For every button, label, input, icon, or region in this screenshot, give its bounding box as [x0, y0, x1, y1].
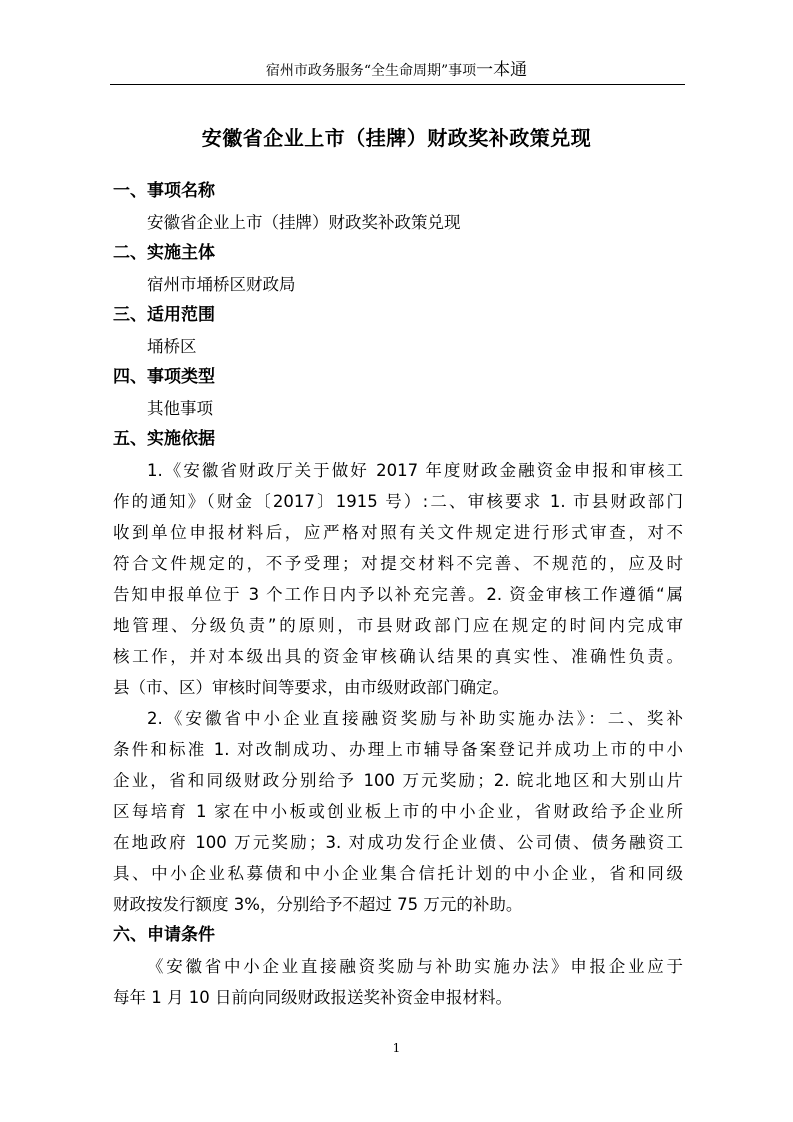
application-conditions-paragraph	[113, 951, 683, 1013]
running-header-emphasis: 一本通	[476, 60, 528, 80]
document-title: 安徽省企业上市（挂牌）财政奖补政策兑现	[201, 126, 592, 150]
header-rule	[110, 84, 685, 85]
running-header-text: 宿州市政务服务“全生命周期”事项	[265, 63, 477, 79]
paragraph-line: 区每培育 1 家在中小板或创业板上市的中小企业，省财政给予企业所	[113, 802, 683, 821]
legal-basis-paragraph-2	[113, 703, 683, 920]
paragraph-line: 告知申报单位于 3 个工作日内予以补充完善。2. 资金审核工作遵循“属	[113, 585, 683, 604]
paragraph-line: 条件和标准 1. 对改制成功、办理上市辅导备案登记并成功上市的中小	[113, 740, 683, 759]
section-heading-item-name: 一、事项名称	[113, 181, 215, 201]
paragraph-line: 地管理、分级负责”的原则，市县财政部门应在规定的时间内完成审	[113, 616, 683, 635]
paragraph-line: 每年 1 月 10 日前向同级财政报送奖补资金申报材料。	[113, 988, 512, 1007]
section-value-scope: 埇桥区	[147, 337, 197, 356]
paragraph-line: 财政按发行额度 3%，分别给予不超过 75 万元的补助。	[113, 895, 523, 914]
paragraph-line: 符合文件规定的，不予受理；对提交材料不完善、不规范的，应及时	[113, 554, 683, 573]
section-value-item-type: 其他事项	[147, 399, 213, 418]
section-heading-legal-basis: 五、实施依据	[113, 429, 215, 449]
paragraph-line: 在地政府 100 万元奖励；3. 对成功发行企业债、公司债、债务融资工	[113, 833, 683, 852]
paragraph-line: 核工作，并对本级出具的资金审核确认结果的真实性、准确性负责。	[113, 647, 683, 666]
section-value-implementing-body: 宿州市埇桥区财政局	[147, 275, 296, 294]
paragraph-line: 作的通知》（财金〔2017〕1915 号）:二、审核要求 1. 市县财政部门	[113, 492, 683, 511]
document-body	[113, 176, 683, 1013]
section-value-item-name: 安徽省企业上市（挂牌）财政奖补政策兑现	[147, 213, 461, 232]
running-header	[0, 60, 793, 81]
paragraph-line: 县（市、区）审核时间等要求，由市级财政部门确定。	[113, 678, 509, 697]
paragraph-line: 1.《安徽省财政厅关于做好 2017 年度财政金融资金申报和审核工	[147, 461, 683, 480]
paragraph-line: 具、中小企业私募债和中小企业集合信托计划的中小企业，省和同级	[113, 864, 683, 883]
page-number: 1	[392, 1041, 401, 1055]
paragraph-line: 2.《安徽省中小企业直接融资奖励与补助实施办法》：二、奖补	[147, 709, 683, 728]
paragraph-line: 企业，省和同级财政分别给予 100 万元奖励；2. 皖北地区和大别山片	[113, 771, 683, 790]
section-heading-application-conditions: 六、申请条件	[113, 925, 215, 945]
section-heading-scope: 三、适用范围	[113, 305, 215, 325]
paragraph-line: 收到单位申报材料后，应严格对照有关文件规定进行形式审查，对不	[113, 523, 683, 542]
legal-basis-paragraph-1	[113, 455, 683, 703]
section-heading-implementing-body: 二、实施主体	[113, 243, 215, 263]
section-heading-item-type: 四、事项类型	[113, 367, 215, 387]
paragraph-line: 《安徽省中小企业直接融资奖励与补助实施办法》申报企业应于	[147, 957, 683, 976]
